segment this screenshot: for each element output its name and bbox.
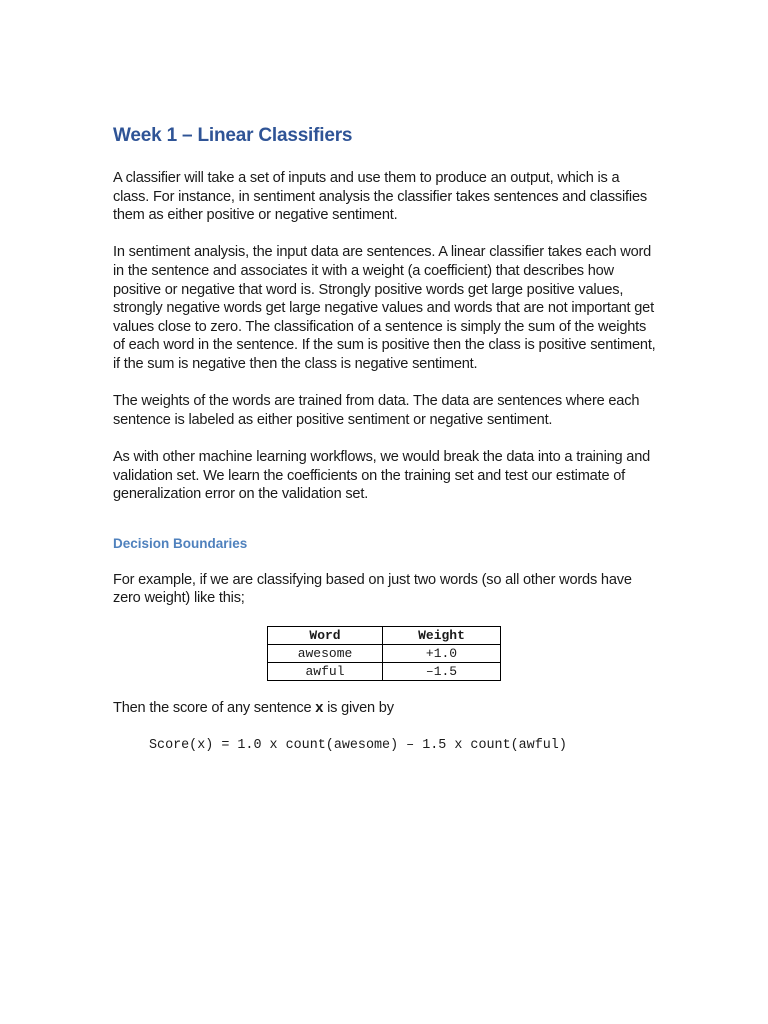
score-formula: Score(x) = 1.0 x count(awesome) – 1.5 x count(awful) <box>149 737 567 753</box>
table-row <box>268 645 501 663</box>
table-row <box>268 663 501 681</box>
paragraph-workflow: As with other machine learning workflows, we would break the data into a training and validation set. We learn the coefficients on the training set and test our estimate of generalization error on the validation set. <box>113 448 651 503</box>
table-header-row <box>268 627 501 645</box>
document-title: Week 1 – Linear Classifiers <box>113 125 353 146</box>
section-heading-decision-boundaries: Decision Boundaries <box>113 535 248 551</box>
paragraph-weights-training: The weights of the words are trained from data. The data are sentences where each sentence is labeled as either positive sentiment or negative sentiment. <box>113 393 640 428</box>
paragraph-example: For example, if we are classifying based on just two words (so all other words have zero weight) like this; <box>113 571 632 607</box>
score-intro-after: is given by <box>323 700 394 717</box>
paragraph-classifier-intro: A classifier will take a set of inputs and use them to produce an output, which is a class. For instance, in sentiment analysis the classifier takes sentences and classifies them as either positive or negative sentiment. <box>113 170 647 224</box>
document-page <box>113 123 658 755</box>
score-intro-before: Then the score of any sentence <box>113 700 316 717</box>
table-header-word: Word <box>268 627 383 645</box>
score-intro-variable: x <box>315 700 324 717</box>
weights-table <box>267 626 501 681</box>
table-cell-weight: –1.5 <box>383 663 501 681</box>
table-cell-word: awesome <box>268 645 383 663</box>
table-cell-word: awful <box>268 663 383 681</box>
weights-table-wrapper <box>267 626 658 681</box>
paragraph-score-intro <box>113 699 658 718</box>
paragraph-sentiment-analysis: In sentiment analysis, the input data are sentences. A linear classifier takes each word in the sentence and associates it with a weight (a coefficient) that describes how positive or negative that word is. Strongly positive words get large positive values, strongly negative words get large negative values and words that are not important get values close to zero. The classification of a sentence is simply the sum of the weights of each word in the sentence. If the sum is positive then the class is positive sentiment, if the sum is negative then the class is negative sentiment. <box>113 244 656 372</box>
table-cell-weight: +1.0 <box>383 645 501 663</box>
table-header-weight: Weight <box>383 627 501 645</box>
